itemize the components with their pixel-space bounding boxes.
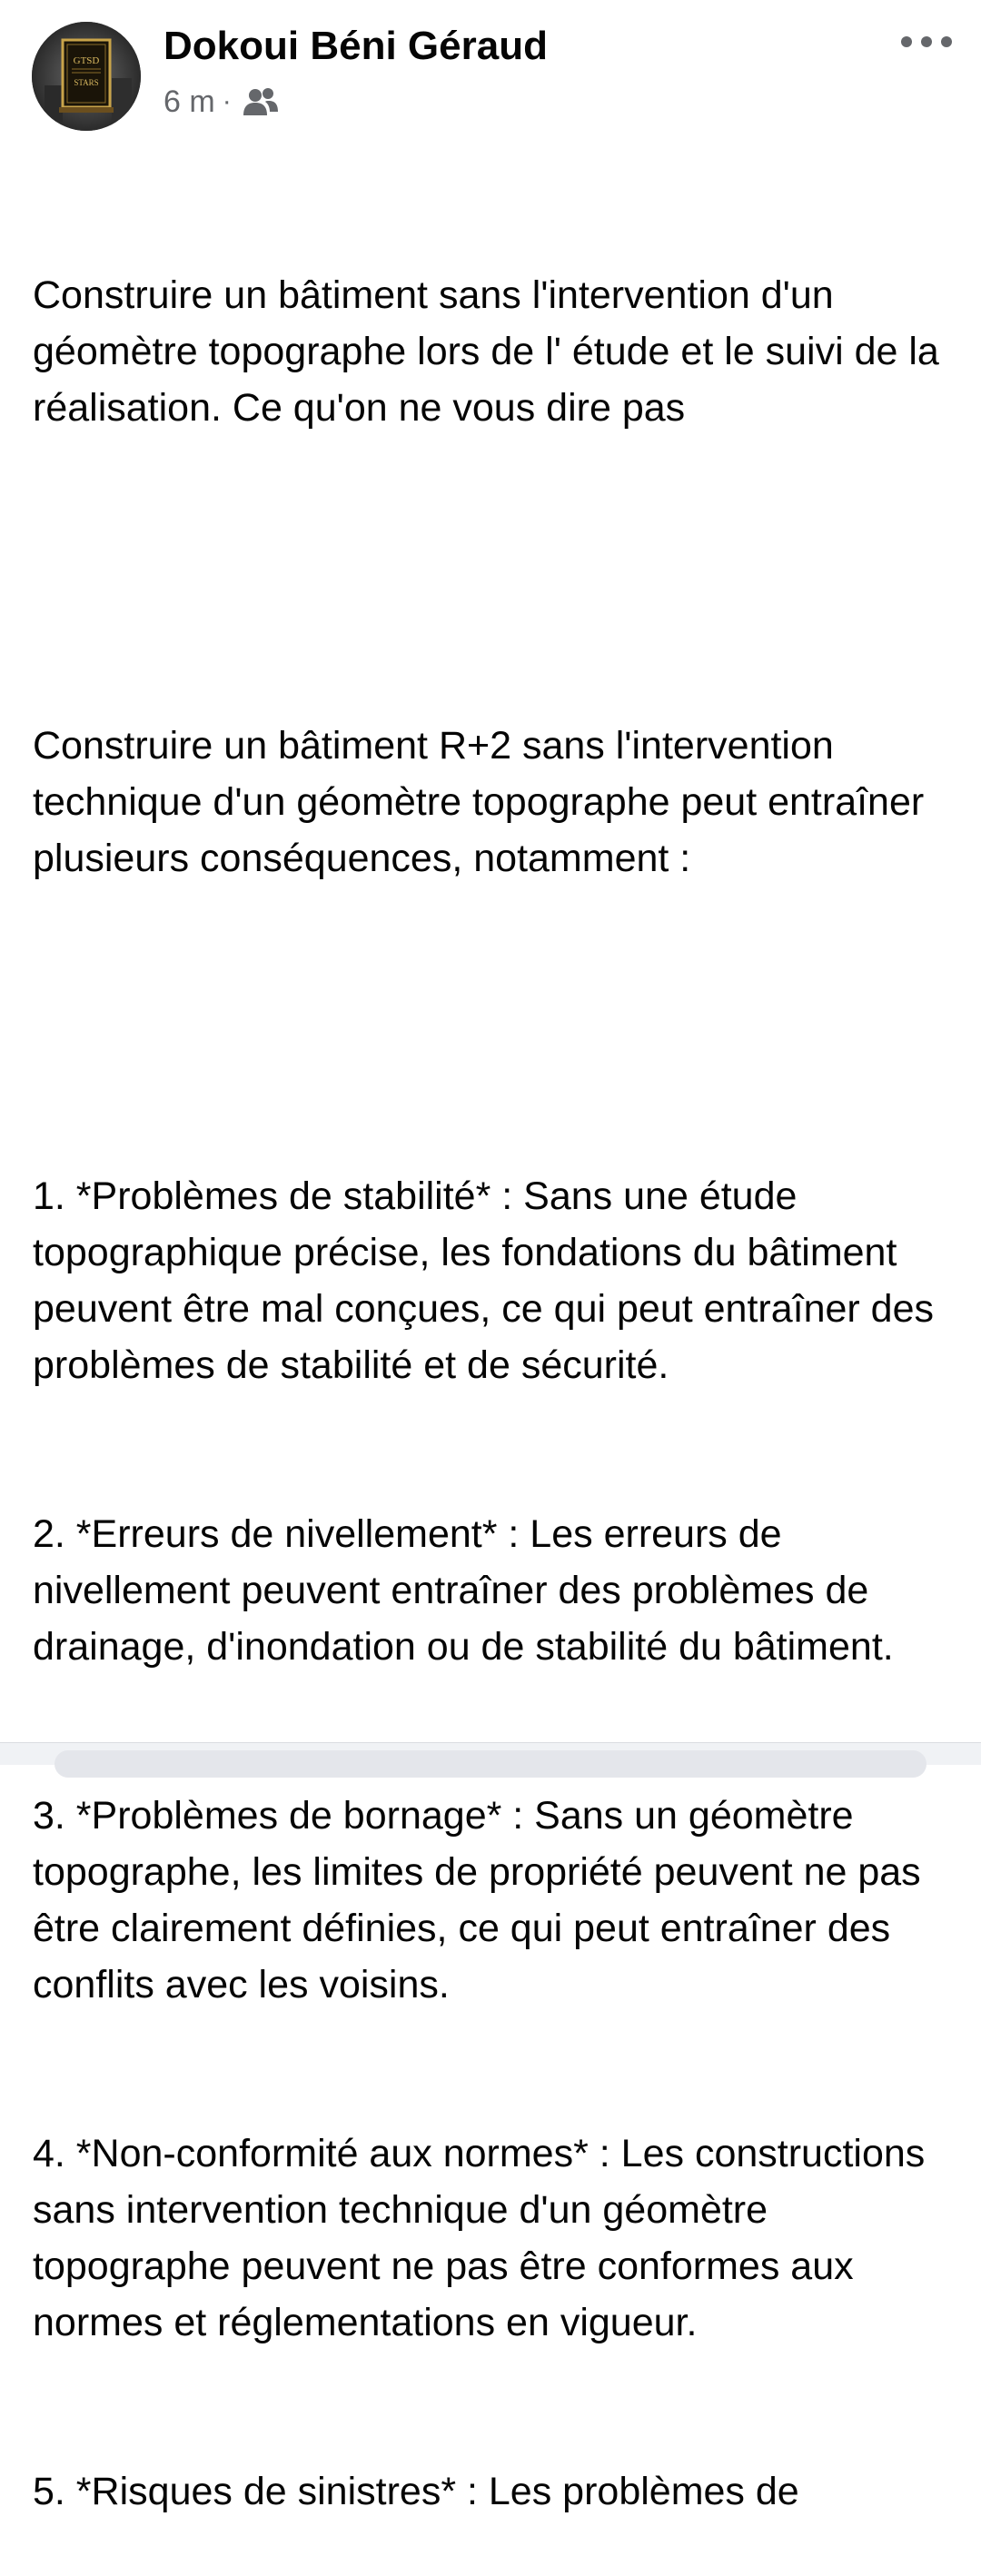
bottom-bar (0, 1742, 981, 1765)
post-time[interactable]: 6 m (164, 84, 215, 119)
bottom-pill (54, 1750, 926, 1778)
more-options-button[interactable] (894, 20, 959, 64)
list-item: 5. *Risques de sinistres* : Les problèmes de (33, 2470, 799, 2513)
post-paragraph: Construire un bâtiment R+2 sans l'intervention technique d'un géomètre topographe peut entraîner plusieurs conséquences, notamment : (33, 724, 936, 880)
paragraph-gap (33, 999, 959, 1055)
post-paragraph: Construire un bâtiment sans l'intervention d'un géomètre topographe lors de l' étude et le suivi de la réalisation. Ce qu'on ne vous dire pas (33, 273, 950, 430)
post-text (33, 154, 959, 2576)
post-meta (164, 80, 279, 124)
list-item: 3. *Problèmes de bornage* : Sans un géomètre topographe, les limites de propriété peuvent ne pas être clairement définies, ce qui peut entraîner des conflits avec les voisins. (33, 1794, 932, 2006)
paragraph-gap (33, 549, 959, 605)
friends-icon[interactable] (243, 86, 279, 117)
meta-separator: · (222, 86, 232, 116)
list-item: 2. *Erreurs de nivellement* : Les erreurs de nivellement peuvent entraîner des problèmes de drainage, d'inondation ou de stabilité du bâtiment. (33, 1512, 894, 1669)
avatar-text-top: GTSD (73, 55, 100, 66)
author-name[interactable]: Dokoui Béni Géraud (164, 24, 548, 68)
list-item: 4. *Non-conformité aux normes* : Les constructions sans intervention technique d'un géomètre topographe peuvent ne pas être conformes aux normes et réglementations en vigueur. (33, 2132, 936, 2344)
author-avatar[interactable] (32, 22, 141, 131)
avatar-image (32, 22, 141, 131)
post-header (0, 0, 981, 145)
list-item: 1. *Problèmes de stabilité* : Sans une étude topographique précise, les fondations du bâtiment peuvent être mal conçues, ce qui peut entraîner des problèmes de stabilité et de sécurité. (33, 1174, 945, 1387)
avatar-text-bottom: STARS (74, 78, 99, 87)
more-dots-icon (899, 35, 954, 49)
